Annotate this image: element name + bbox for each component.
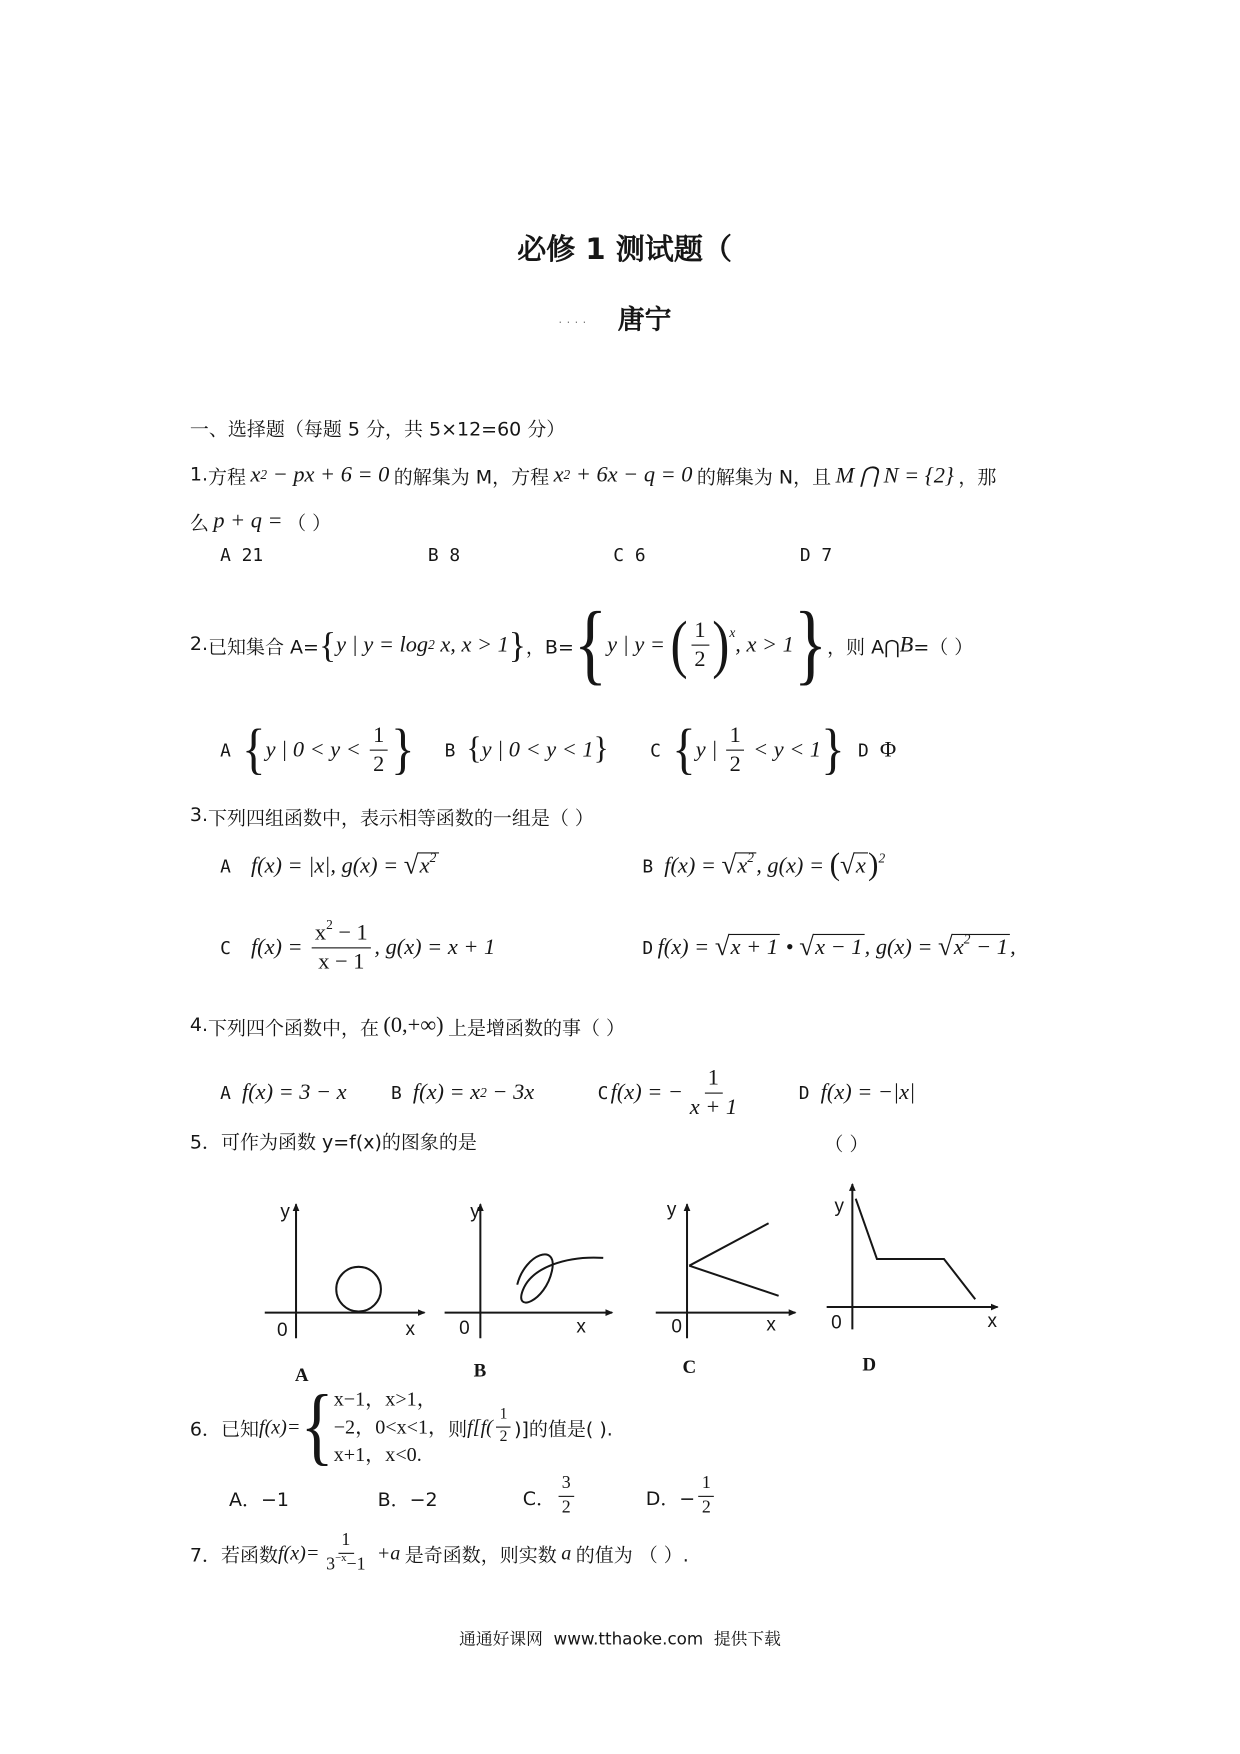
- variable: x: [737, 853, 748, 879]
- question-text: 下列四组函数中，表示相等函数的一组是（ ）: [208, 807, 594, 830]
- option-body: [250, 915, 496, 975]
- upper-ray: [689, 1223, 768, 1265]
- option-b: [445, 721, 609, 779]
- left-brace: {: [672, 717, 696, 781]
- left-brace: {: [466, 731, 482, 767]
- option-label: C: [597, 1081, 609, 1104]
- radicand: [417, 849, 438, 879]
- numerator: 1: [691, 617, 709, 645]
- right-paren: ): [712, 608, 730, 680]
- fraction: [370, 722, 388, 777]
- numerator: 1: [496, 1407, 511, 1427]
- radical-sign: √: [840, 851, 855, 881]
- question-1-line-2: [190, 505, 331, 536]
- page-title: 必修 1 测试题（: [517, 233, 732, 267]
- function-name: f(x)=: [277, 1541, 320, 1564]
- numerator: 1: [370, 722, 388, 750]
- variable: a: [561, 1541, 572, 1564]
- set-b-text: y | y =: [607, 631, 671, 657]
- variable: x: [314, 919, 327, 945]
- option-label: A: [220, 738, 231, 761]
- option-c: C 6: [613, 544, 646, 566]
- option-b: [642, 846, 885, 886]
- square-root: [938, 931, 1010, 962]
- y-axis-label: y: [280, 1201, 290, 1223]
- square-root: [840, 852, 868, 879]
- option-b: B 8: [427, 544, 461, 566]
- graph-a: [265, 1202, 425, 1386]
- question-4: [190, 1010, 625, 1041]
- question-number: 4.: [189, 1014, 209, 1037]
- option-c: [220, 915, 496, 976]
- radical-sign: √: [721, 851, 737, 881]
- page-footer: 通通好课网 www.tthaoke.com 提供下载: [459, 1628, 781, 1649]
- fraction: [686, 1065, 740, 1120]
- option-text: f(x) = |x|, g(x) =: [250, 852, 404, 878]
- right-paren: ): [868, 847, 879, 883]
- question-7: [190, 1528, 689, 1577]
- graph-label: A: [294, 1364, 309, 1386]
- right-brace: }: [593, 731, 609, 767]
- numerator: 3: [558, 1474, 574, 1497]
- option-label: D: [798, 1081, 810, 1104]
- option-label: A: [220, 855, 231, 877]
- option-text: y | 0 < y <: [265, 736, 367, 762]
- option-text: f(x) = −: [610, 1079, 683, 1105]
- option-d: [642, 918, 1015, 976]
- option-body: f(x) = −|x|: [820, 1079, 916, 1105]
- set-intersection: M ⋂ N = {2}: [835, 463, 954, 488]
- graph-label: D: [862, 1354, 877, 1376]
- left-brace: {: [242, 717, 266, 781]
- question-text: 已知: [220, 1418, 259, 1441]
- option-label: C: [650, 738, 661, 761]
- option-text: , g(x) =: [864, 934, 939, 960]
- exponent: 2: [326, 915, 333, 932]
- numerator: 1: [726, 722, 744, 750]
- option-d: [646, 1472, 718, 1519]
- x-axis-label: x: [405, 1318, 416, 1340]
- set-b-text: , x > 1: [735, 631, 794, 657]
- option-c: [650, 717, 845, 781]
- option-label: C．: [522, 1487, 556, 1510]
- denominator: 2: [694, 646, 706, 671]
- denominator: 2: [701, 1497, 711, 1517]
- option-body: y | 0 < y < 1: [481, 736, 594, 762]
- question-5: [190, 1124, 477, 1155]
- question-2: [189, 595, 974, 694]
- option-text: − 3x: [486, 1079, 535, 1105]
- question-number: 5．: [189, 1131, 221, 1154]
- denominator-rest: −1: [346, 1554, 366, 1574]
- question-number: 3.: [189, 804, 209, 827]
- question-text: ，则 A⋂: [827, 636, 900, 659]
- numerator: 1: [699, 1474, 715, 1497]
- option-body: [611, 1065, 744, 1120]
- option-label: B: [642, 855, 654, 877]
- question-text: 上是增函数的事（ ）: [448, 1017, 626, 1040]
- equation-rest: − px + 6 = 0: [267, 461, 390, 487]
- graph-c: [656, 1199, 796, 1378]
- equation: x 2 + 6x − q = 0: [553, 461, 693, 487]
- option-c: [598, 1067, 744, 1118]
- interval: (0,+∞): [383, 1012, 444, 1038]
- variable: x: [250, 461, 261, 487]
- equation-rest: + 6x − q = 0: [570, 461, 693, 487]
- option-body: [266, 722, 391, 777]
- option-b: B．−2: [377, 1489, 438, 1512]
- composite-expression: [467, 1407, 514, 1446]
- case-1: x−1，x>1，: [333, 1386, 437, 1410]
- function-graphs: [246, 1173, 1028, 1396]
- option-text: f(x) = x: [412, 1079, 481, 1105]
- answer-paren: =（ ）: [913, 636, 974, 659]
- lower-ray: [689, 1266, 778, 1296]
- question-text: ，那: [958, 466, 997, 489]
- set-a-text: x, x > 1: [434, 631, 509, 657]
- denominator: x − 1: [318, 948, 365, 974]
- denominator: 2: [373, 751, 385, 776]
- equation: x 2 − px + 6 = 0: [250, 461, 390, 487]
- question-text: 的解集为 N，且: [696, 466, 832, 489]
- option-text: f(x) =: [250, 934, 309, 960]
- set-name: B: [899, 631, 914, 657]
- constant-term: +a: [376, 1541, 401, 1564]
- question-text: 的值为 （ ）.: [575, 1544, 689, 1567]
- option-body: f(x) = x 2 − 3x: [412, 1079, 535, 1105]
- radicand: x + 1: [728, 934, 780, 961]
- left-brace: {: [300, 1379, 334, 1475]
- radical-sign: √: [403, 851, 419, 881]
- option-body: [250, 849, 439, 881]
- question-text: 则: [448, 1418, 468, 1441]
- question-text: 若函数: [220, 1544, 278, 1567]
- set-a-text: y | y = log: [336, 631, 429, 657]
- x-axis-label: x: [766, 1314, 776, 1336]
- question-text: )]的值是( ).: [514, 1418, 613, 1441]
- option-label: A: [220, 1081, 231, 1104]
- option-text: f(x) =: [657, 934, 715, 960]
- right-brace: }: [821, 717, 845, 781]
- question-number: 7．: [189, 1544, 221, 1567]
- piecewise-cases: [334, 1385, 448, 1469]
- fraction: [699, 1474, 715, 1518]
- question-number: 6．: [189, 1418, 221, 1441]
- question-number: 2.: [189, 633, 209, 656]
- numerator-rest: − 1: [332, 919, 368, 945]
- right-brace: }: [793, 595, 828, 694]
- radical-sign: √: [799, 932, 814, 962]
- denominator: 2: [499, 1428, 508, 1445]
- origin-label: 0: [831, 1312, 842, 1334]
- option-a: A．−1: [229, 1489, 290, 1512]
- option-b: [391, 1067, 534, 1118]
- square-root: [799, 934, 864, 961]
- fraction: [323, 1531, 369, 1575]
- option-text: ,: [1010, 934, 1016, 960]
- variable: x: [419, 853, 430, 879]
- base: 3: [326, 1554, 336, 1574]
- question-text: 可作为函数 y=f(x)的图象的是: [220, 1131, 477, 1154]
- question-number: 1.: [189, 463, 209, 486]
- option-d: [858, 721, 896, 779]
- graph-d: [827, 1184, 998, 1376]
- radicand: x − 1: [813, 934, 865, 961]
- option-a: A 21: [220, 544, 264, 566]
- radicand-rest: − 1: [970, 935, 1008, 960]
- set-b-body: [607, 608, 794, 680]
- denominator: [323, 1553, 369, 1575]
- case-2: −2，0<x<1，: [333, 1414, 449, 1438]
- radical-sign: √: [938, 932, 953, 962]
- origin-label: 0: [459, 1317, 470, 1339]
- origin-label: 0: [671, 1316, 682, 1338]
- function-name: f(x)=: [258, 1414, 301, 1438]
- y-axis-label: y: [470, 1201, 480, 1223]
- author-dots: ....: [558, 313, 591, 327]
- option-text: < y < 1: [747, 736, 822, 762]
- option-label: D: [857, 738, 869, 761]
- circle-curve: [336, 1267, 381, 1312]
- square-root: [715, 934, 780, 961]
- option-label: B: [444, 738, 456, 761]
- variable: x: [553, 461, 564, 487]
- option-text: y |: [695, 736, 723, 762]
- fraction: [312, 915, 372, 975]
- option-text: , g(x) = x + 1: [374, 934, 496, 960]
- exponent: 2: [963, 931, 971, 947]
- option-d: D 7: [799, 544, 833, 566]
- fraction: [691, 617, 709, 672]
- y-axis-label: y: [834, 1196, 844, 1218]
- option-a: [220, 1067, 347, 1118]
- multiply-dot: •: [780, 934, 800, 960]
- numerator: 1: [338, 1531, 354, 1554]
- question-3: [190, 800, 594, 831]
- graph-label: C: [682, 1356, 697, 1378]
- square-root: [403, 849, 439, 881]
- denominator: 2: [561, 1497, 571, 1517]
- fraction: [496, 1407, 511, 1446]
- question-text: 么: [189, 512, 209, 535]
- question-1-line-1: [190, 459, 996, 490]
- question-text: 的解集为 M，方程: [393, 466, 550, 489]
- expression: p + q =: [213, 507, 283, 533]
- option-c: [523, 1472, 578, 1519]
- exponent: 2: [878, 850, 886, 866]
- right-brace: }: [391, 717, 415, 781]
- answer-paren: （ ）: [824, 1133, 869, 1157]
- denominator: x + 1: [689, 1094, 738, 1119]
- option-body: f(x) = 3 − x: [242, 1079, 347, 1105]
- exponent: −x: [335, 1551, 347, 1564]
- left-paren: (: [829, 847, 841, 883]
- exponent: x: [729, 623, 736, 640]
- left-paren: (: [670, 608, 688, 680]
- radical-sign: √: [714, 932, 730, 962]
- left-brace: {: [318, 624, 337, 665]
- radicand: [735, 849, 756, 879]
- option-body: [657, 931, 1016, 962]
- square-root: [721, 849, 757, 881]
- x-axis-label: x: [576, 1316, 586, 1338]
- fraction: [726, 722, 744, 777]
- question-text: 方程: [208, 466, 247, 489]
- question-text: 是奇函数，则实数: [404, 1544, 557, 1567]
- left-brace: {: [573, 595, 608, 694]
- author-name: 唐宁: [617, 303, 672, 336]
- x-axis-label: x: [987, 1311, 998, 1333]
- loop-curve: [517, 1254, 603, 1302]
- right-brace: }: [508, 624, 526, 665]
- option-label: D．−: [645, 1487, 696, 1510]
- piecewise-line: [856, 1199, 976, 1300]
- answer-paren: （ ）: [287, 512, 332, 535]
- set-a-body: y | y = log 2 x, x > 1: [336, 631, 509, 657]
- option-a: [220, 846, 438, 886]
- numerator: [312, 915, 372, 948]
- expression-text: f[f(: [467, 1414, 493, 1438]
- section-heading: 一、选择题（每题 5 分，共 5×12=60 分）: [189, 418, 566, 442]
- numerator: 1: [704, 1065, 722, 1093]
- radicand: x: [854, 852, 868, 879]
- graph-b: [445, 1202, 613, 1382]
- radicand: [952, 931, 1011, 961]
- option-label: D: [642, 936, 654, 958]
- case-3: x+1，x<0.: [333, 1442, 422, 1466]
- question-text: 下列四个函数中，在: [208, 1017, 379, 1040]
- option-d: [799, 1067, 915, 1118]
- question-text: 已知集合 A=: [208, 636, 319, 659]
- origin-label: 0: [277, 1320, 288, 1342]
- option-a: [220, 717, 415, 781]
- graph-label: B: [473, 1360, 487, 1382]
- variable: x: [953, 935, 964, 960]
- option-body: Φ: [879, 736, 897, 762]
- question-6: [189, 1379, 613, 1475]
- y-axis-label: y: [666, 1199, 677, 1221]
- exponent: 2: [429, 849, 437, 866]
- exponent: 2: [747, 849, 755, 866]
- fraction: [558, 1474, 574, 1518]
- option-label: B: [390, 1081, 402, 1104]
- option-label: C: [220, 936, 231, 958]
- option-text: , g(x) =: [756, 852, 830, 878]
- option-body: [664, 847, 886, 883]
- option-text: f(x) =: [664, 852, 722, 878]
- option-body: [696, 722, 821, 777]
- denominator: 2: [729, 751, 741, 776]
- question-text: ，B=: [525, 636, 574, 659]
